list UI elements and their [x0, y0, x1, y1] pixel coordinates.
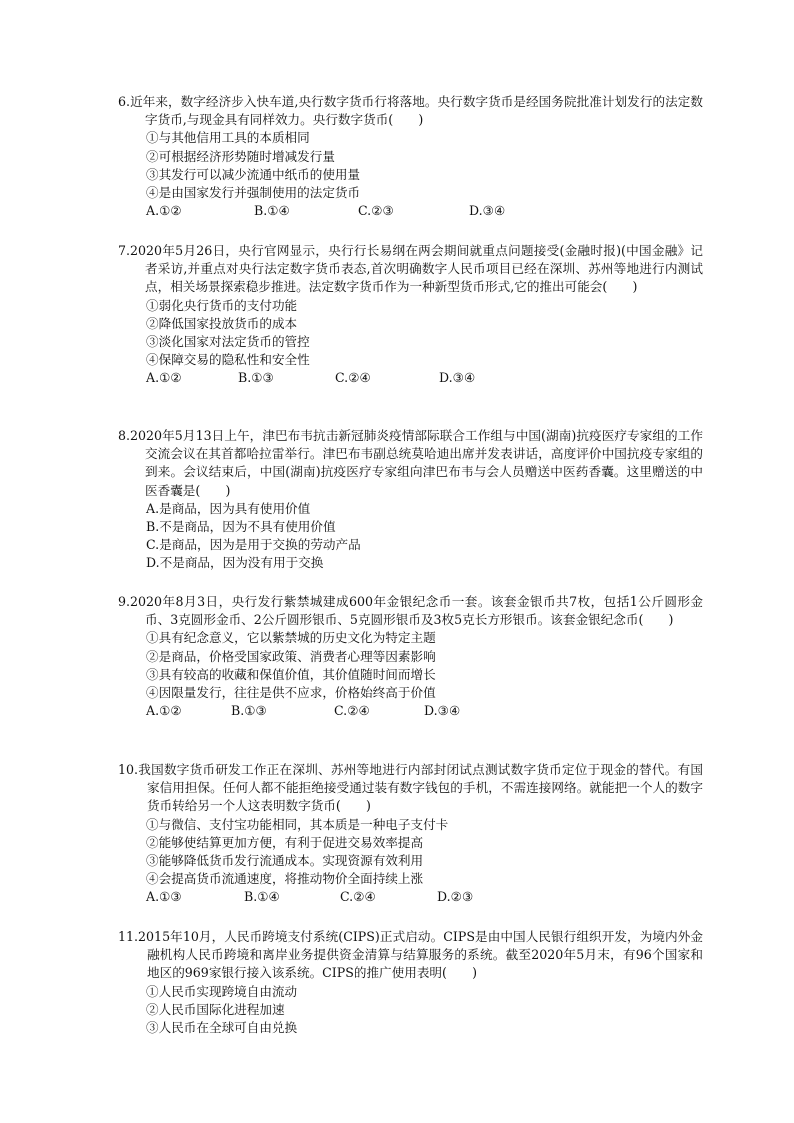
option-item: ②降低国家投放货币的成本 [146, 315, 298, 331]
question-stem: 9.2020年8月3日，央行发行紫禁城建成600年金银纪念币一套。该套金银币共7枚，包括1公斤圆形金币、3克圆形金币、2公斤圆形银币、5克圆形银币及3枚5克长方形银币。该套金银纪念币( ) [118, 594, 703, 628]
question-8 [118, 427, 703, 573]
choice-b: B.①③ [231, 703, 267, 719]
choice-c: C.②④ [335, 370, 371, 386]
choice-c: C.②④ [334, 703, 370, 719]
question-stem: 11.2015年10月，人民币跨境支付系统(CIPS)正式启动。CIPS是由中国人民银行组织开发，为境内外金融机构人民币跨境和离岸业务提供资金清算与结算服务的系统。截至2020年5月末，有96个国家和地区的969家银行接入该系统。CIPS的推广使用表明( ) [118, 929, 703, 981]
question-stem: 8.2020年5月13日上午，津巴布韦抗击新冠肺炎疫情部际联合工作组与中国(湖南)抗疫医疗专家组的工作交流会议在其首都哈拉雷举行。津巴布韦副总统莫哈迪出席并发表讲话，高度评价中国抗疫专家组的到来。会议结束后，中国(湖南)抗疫医疗专家组向津巴布韦与会人员赠送中医药香囊。这里赠送的中医香囊是( ) [118, 428, 703, 498]
choice-d: D.③④ [439, 370, 476, 386]
choice-a: A.①② [146, 203, 182, 219]
option-item: ②可根据经济形势随时增减发行量 [146, 148, 335, 164]
answer-choices [146, 369, 703, 387]
question-stem: 7.2020年5月26日，央行官网显示，央行行长易纲在两会期间就重点问题接受(金融时报)(中国金融》记者采访,并重点对央行法定数字货币表态,首次明确数字人民币项目已经在深圳、苏州等地进行内测试点，相关场景探索稳步推进。法定数字货币作为一种新型货币形式,它的推出可能会( ) [118, 243, 703, 295]
option-item: ②是商品，价格受国家政策、消费者心理等因素影响 [146, 648, 436, 664]
option-item: ④会提高货币流通速度，将推动物价全面持续上涨 [146, 871, 424, 887]
choice-b: B.①④ [254, 203, 290, 219]
question-stem: 10.我国数字货币研发工作正在深圳、苏州等地进行内部封闭试点测试数字货币定位于现金的替代。有国家信用担保。任何人都不能拒绝接受通过装有数字钱包的手机，不需连接网络。就能把一个人的数字货币转给另一个人这表明数字货币( ) [118, 762, 703, 814]
option-item: ①与微信、支付宝功能相同，其本质是一种电子支付卡 [146, 816, 449, 832]
choice-a: A.①③ [146, 889, 182, 905]
option-item: ④保障交易的隐私性和安全性 [146, 352, 310, 368]
option-item: ③其发行可以减少流通中纸币的使用量 [146, 166, 361, 182]
choice-c: C.②③ [358, 203, 394, 219]
question-10 [118, 761, 703, 907]
option-item: ④因限量发行，往往是供不应求，价格始终高于价值 [146, 685, 436, 701]
choice-b: B.①③ [238, 370, 274, 386]
option-item: D.不是商品，因为没有用于交换 [146, 555, 324, 571]
option-item: ④是由国家发行并强制使用的法定货币 [146, 185, 361, 201]
option-item: A.是商品，因为具有使用价值 [146, 500, 311, 516]
option-item: ①具有纪念意义，它以紫禁城的历史文化为特定主题 [146, 630, 436, 646]
question-7 [118, 242, 703, 388]
option-item: ①人民币实现跨境自由流动 [146, 983, 298, 999]
option-item: ③淡化国家对法定货币的管控 [146, 334, 310, 350]
option-item: ①与其他信用工具的本质相同 [146, 130, 310, 146]
option-item: C.是商品，因为是用于交换的劳动产品 [146, 537, 361, 553]
question-11 [118, 928, 703, 1037]
option-item: ③能够降低货币发行流通成本。实现资源有效利用 [146, 853, 424, 869]
option-item: ③人民币在全球可自由兑换 [146, 1020, 298, 1036]
question-6 [118, 93, 703, 220]
option-item: ②能够使结算更加方便，有利于促进交易效率提高 [146, 834, 424, 850]
choice-a: A.①② [146, 370, 182, 386]
choice-d: D.③④ [469, 203, 506, 219]
choice-b: B.①④ [244, 889, 280, 905]
answer-choices [146, 702, 703, 720]
choice-c: C.②④ [340, 889, 376, 905]
choice-d: D.③④ [424, 703, 461, 719]
answer-choices [146, 888, 703, 906]
choice-d: D.②③ [437, 889, 474, 905]
option-item: B.不是商品，因为不具有使用价值 [146, 519, 336, 535]
answer-choices [146, 202, 703, 220]
choice-a: A.①② [146, 703, 182, 719]
option-item: ①弱化央行货币的支付功能 [146, 297, 298, 313]
option-item: ②人民币国际化进程加速 [146, 1001, 285, 1017]
question-stem: 6.近年来，数字经济步入快车道,央行数字货币行将落地。央行数字货币是经国务院批准计划发行的法定数字货币,与现金具有同样效力。央行数字货币( ) [118, 94, 703, 128]
option-item: ③具有较高的收藏和保值价值，其价值随时间而增长 [146, 666, 436, 682]
question-9 [118, 593, 703, 720]
